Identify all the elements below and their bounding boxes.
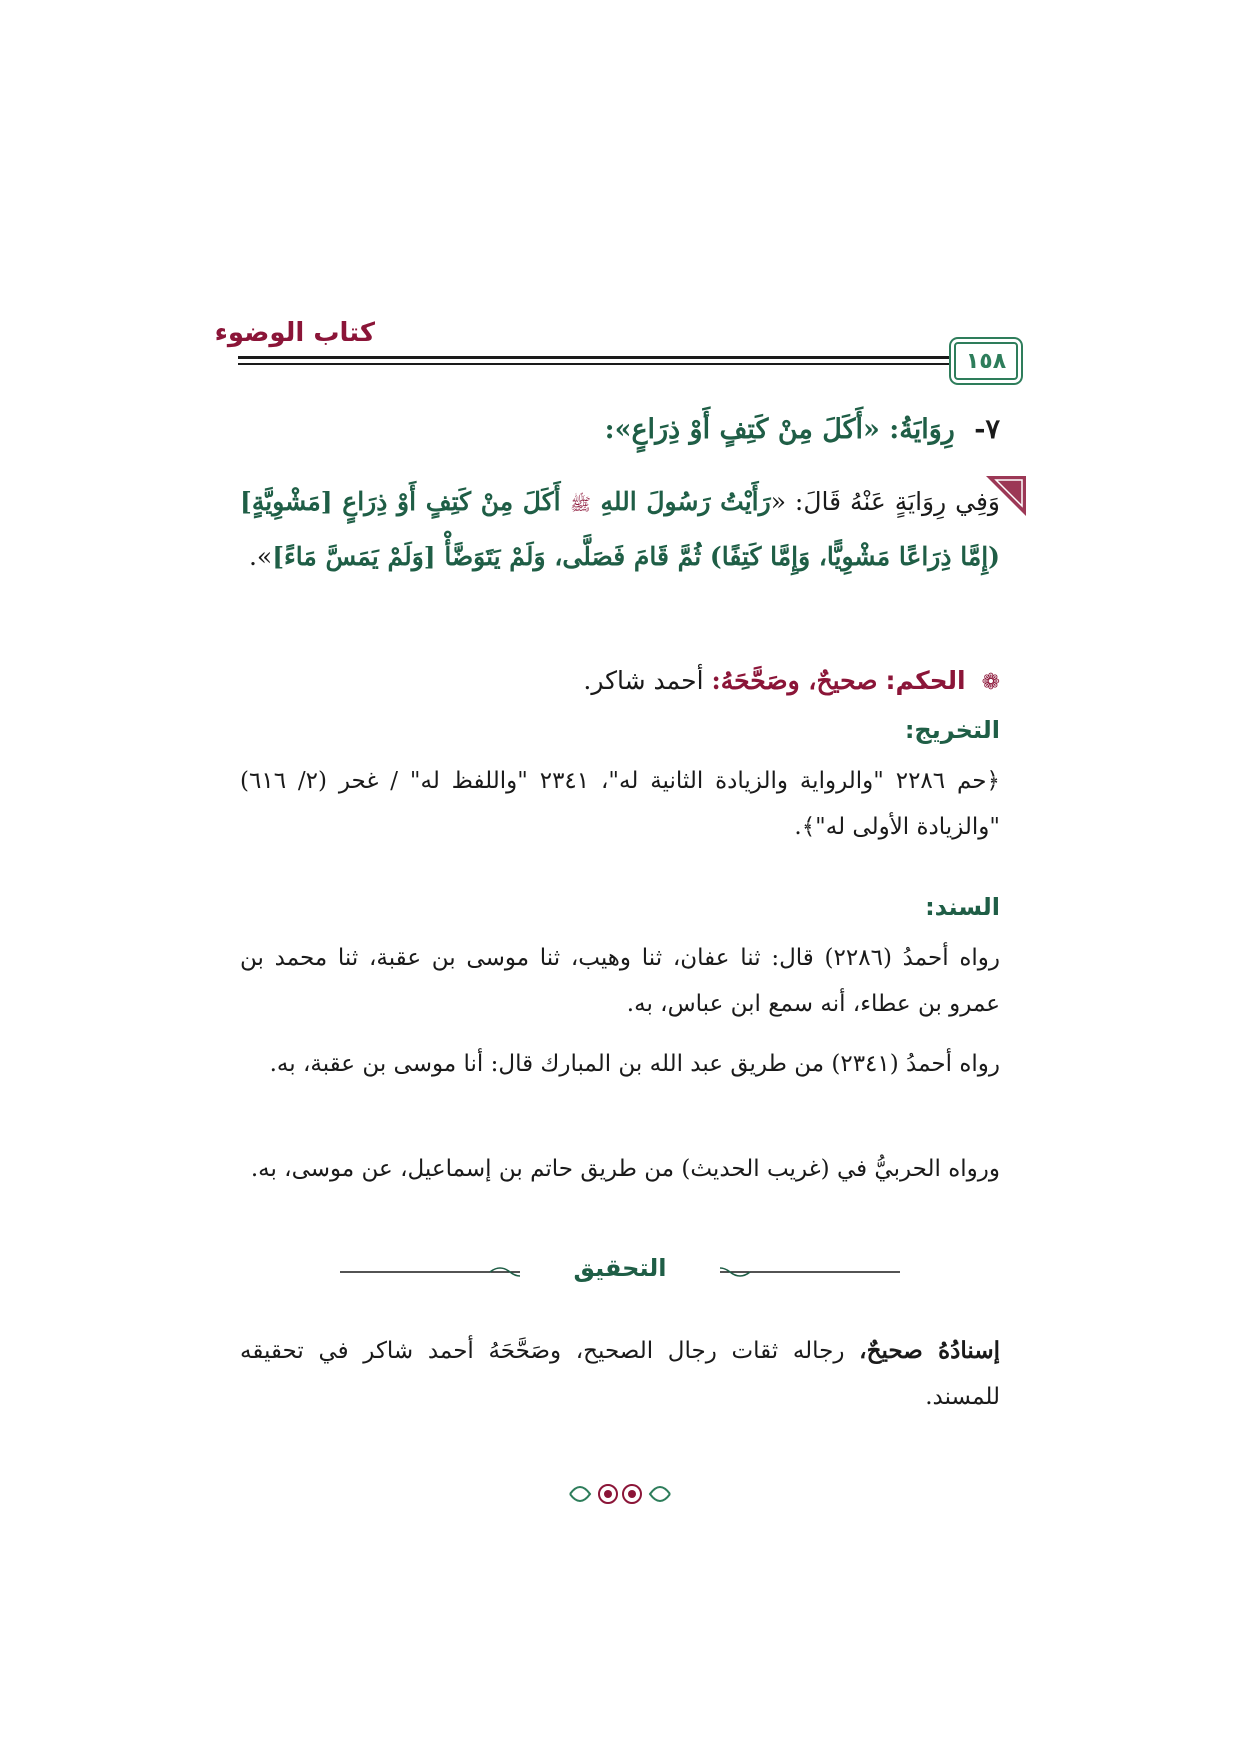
end-ornament-icon [560,1474,680,1514]
hadith-part-1: رَأَيْتُ رَسُولَ اللهِ [600,487,771,516]
sanad-heading: السند: [925,893,1000,921]
sanad-paragraph: ورواه الحربيُّ في (غريب الحديث) من طريق حاتم بن إسماعيل، عن موسى، به. [250,1156,1000,1182]
salutation-glyph: ﷺ [570,495,591,515]
hadith-part-2: أَكَلَ مِنْ كَتِفٍ أَوْ ذِرَاعٍ [مَشْوِيَّةٍ] (إِمَّا ذِرَاعًا مَشْوِيًّا، وَإِمَّا كَتِفًا) ثُمَّ قَامَ فَصَلَّى، وَلَمْ يَتَوَضَّأْ [وَلَمْ يَمَسَّ مَاءً] [240,487,1000,571]
tahqiq-text [240,1328,1000,1420]
section-title: رِوَايَةُ: «أَكَلَ مِنْ كَتِفٍ أَوْ ذِرَاعٍ»: [604,414,955,445]
takhrij-text: ﴿حم ٢٢٨٦ "والرواية والزيادة الثانية له"، ٢٣٤١ "واللفظ له" / غحر (٢/ ٦١٦) "والزيادة الأولى له"﴾. [240,768,1001,840]
header-rule-thick [238,356,1002,359]
tahqiq-heading: التحقيق [520,1254,720,1282]
ruling-grade: صحيحٌ، وصَحَّحَهُ: [711,666,878,695]
rosette-icon: ❁ [981,670,1000,695]
corner-ornament-icon [986,476,1026,516]
ruling-by: أحمد شاكر. [583,666,704,695]
ruling-label: الحكم: [885,666,966,695]
header-rule-thin [238,363,1002,365]
section-heading [240,407,1000,453]
hadith-block [240,476,1000,583]
ruling-line [240,658,1000,706]
sanad-paragraph: رواه أحمدُ (٢٣٤١) من طريق عبد الله بن المبارك قال: أنا موسى بن عقبة، به. [269,1051,1000,1077]
hadith-close: ». [248,542,273,571]
running-head: كتاب الوضوء [214,318,375,348]
takhrij-heading: التخريج: [904,716,1000,744]
verdict-rest: رجاله ثقات رجال الصحيح، وصَحَّحَهُ أحمد شاكر في تحقيقه للمسند. [240,1338,1000,1410]
page-number-badge: ١٥٨ [954,342,1018,380]
verdict-bold: إسنادُهُ صحيحٌ، [859,1337,1001,1364]
hadith-intro: وَفِي رِوَايَةٍ عَنْهُ قَالَ: « [770,487,1000,516]
sanad-paragraph: رواه أحمدُ (٢٢٨٦) قال: ثنا عفان، ثنا وهيب، ثنا موسى بن عقبة، ثنا محمد بن عمرو بن عطاء، أنه سمع ابن عباس، به. [240,945,1001,1017]
section-number: ٧- [974,414,1000,445]
hadith-text [240,476,1000,583]
